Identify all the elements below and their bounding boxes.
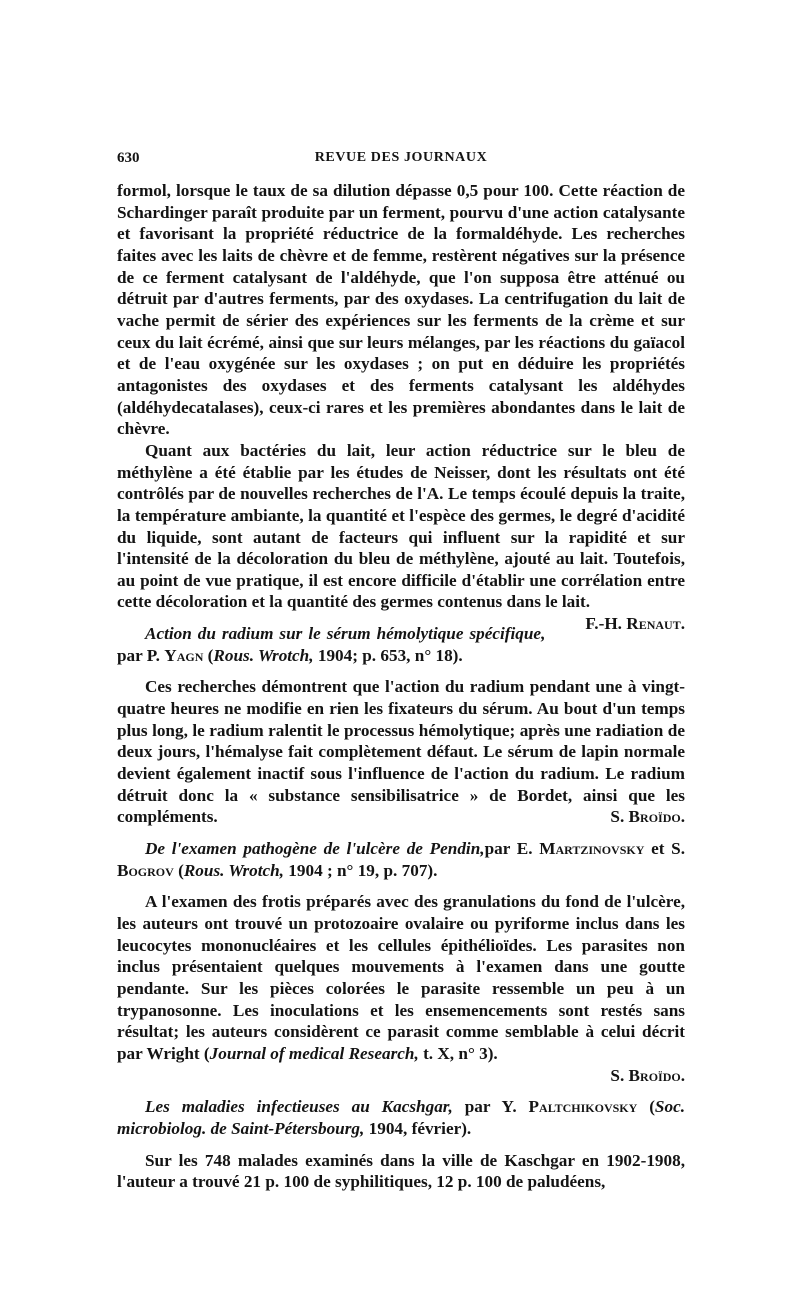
article-title-kacshgar: Les maladies infectieuses au Kacshgar, bbox=[145, 1097, 453, 1117]
heading-paren: ( bbox=[173, 860, 184, 880]
paragraph-pendin bbox=[117, 891, 685, 1086]
author-paltchikovsky: Paltchikovsky bbox=[528, 1097, 638, 1117]
journal-ref: Rous. Wrotch, bbox=[183, 860, 284, 880]
citation-ref: 1904; p. 653, n° 18). bbox=[313, 645, 463, 665]
citation-ref: t. X, n° 3). bbox=[418, 1043, 498, 1063]
heading-by: par P. bbox=[117, 645, 165, 665]
journal-ref: Soc. microbiolog. de Saint-Pétersbourg, bbox=[117, 1097, 685, 1138]
article-title-radium: Action du radium sur le sérum hémolytique spécifique, bbox=[145, 624, 546, 644]
running-title: REVUE DES JOURNAUX bbox=[314, 150, 488, 165]
journal-ref: Journal of medical Research, bbox=[209, 1043, 419, 1063]
citation-ref: 1904 ; n° 19, p. 707). bbox=[283, 860, 438, 880]
author-bogrov: Bogrov bbox=[117, 860, 174, 880]
paragraph-radium bbox=[117, 676, 685, 828]
author-martzinovsky: Martzinovsky bbox=[539, 839, 645, 859]
author-yagn: Yagn bbox=[164, 645, 204, 665]
journal-ref: Rous. Wrotch, bbox=[213, 645, 314, 665]
heading-by: par E. bbox=[484, 839, 540, 859]
article-heading-kacshgar bbox=[117, 1096, 685, 1139]
page-number: 630 bbox=[117, 150, 140, 166]
paragraph-continued: formol, lorsque le taux de sa dilution dépasse 0,5 pour 100. Cette réaction de Schardinger paraît produite par un ferment, pourvu d'une action catalysante et favorisant la propriété réductrice de la formaldéhyde. Les recherches faites avec les laits de chèvre et de femme, restèrent négatives sur la présence de ce ferment catalysant de l'aldéhyde, que l'on supposa être atténué ou détruit par d'autres ferments, par des oxydases. La centrifugation du lait de vache permit de sérier des expériences sur les ferments de la crème et sur ceux du lait écrémé, ainsi que sur leurs mélanges, par les réactions du gaïacol et de l'eau oxygénée sur les oxydases ; on put en déduire les propriétés antagonistes des oxydases et des ferments catalysant les aldéhydes (aldéhydecatalases), ceux-ci rares et les premières abondantes dans le lait de chèvre. bbox=[117, 181, 685, 439]
article-heading-pendin bbox=[117, 838, 685, 881]
paragraph-bacteria-text: Quant aux bactéries du lait, leur action réductrice sur le bleu de méthylène a été établie par les études de Neisser, dont les résultats ont été contrôlés par de nouvelles recherches de l'A. Le temps écoulé depuis la traite, la température ambiante, la quantité et l'espèce des germes, le degré d'acidité du liquide, sont autant de facteurs qui influent sur la rapidité et sur l'intensité de la décoloration du bleu de méthylène, ajouté au lait. Toutefois, au point de vue pratique, il est encore difficile d'établir une corrélation entre cette décoloration et la quantité des germes contenus dans le lait. bbox=[117, 440, 685, 612]
heading-and: et S. bbox=[644, 839, 685, 859]
article-title-pendin: De l'examen pathogène de l'ulcère de Pendin, bbox=[145, 839, 485, 859]
heading-paren: ( bbox=[203, 645, 214, 665]
article-body bbox=[117, 180, 685, 1193]
paragraph-radium-text: Ces recherches démontrent que l'action du radium pendant une à vingt-quatre heures ne modifie en rien les fixateurs du sérum. Au bout d'un temps plus long, le radium ralentit le processus hémolytique; après une radiation de deux jours, l'hémalyse fait complètement défaut. Le sérum de lapin normale devient également inactif sous l'influence de l'action du radium. Le radium détruit donc la « substance sensibilisatrice » de Bordet, ainsi que les compléments. bbox=[117, 677, 685, 827]
running-head bbox=[117, 150, 685, 174]
citation-ref: 1904, février). bbox=[364, 1118, 472, 1138]
signature-broido: S. Broïdo. bbox=[610, 1065, 685, 1085]
signature-broido: S. Broïdo. bbox=[610, 807, 685, 827]
signature-renaut: F.-H. Renaut. bbox=[585, 614, 685, 634]
paragraph-kacshgar: Sur les 748 malades examinés dans la ville de Kaschgar en 1902-1908, l'auteur a trouvé 21 p. 100 de syphilitiques, 12 p. 100 de paludéens, bbox=[117, 1150, 685, 1192]
paragraph-pendin-text: A l'examen des frotis préparés avec des granulations du fond de l'ulcère, les auteurs ont trouvé un protozoaire ovalaire ou pyriforme inclus dans les leucocytes mononucléaires et les cellules épithélioïdes. Les parasites non inclus présentaient quelques mouvements à l'examen dans une goutte pendante. Sur les pièces colorées le parasite ressemble un peu à un trypanosonne. Les inoculations et les ensemencements sont restés sans résultat; les auteurs considèrent ce parasit comme semblable à celui décrit par Wright ( bbox=[117, 892, 685, 1063]
heading-by: par Y. bbox=[452, 1097, 529, 1117]
heading-paren: ( bbox=[637, 1097, 655, 1117]
